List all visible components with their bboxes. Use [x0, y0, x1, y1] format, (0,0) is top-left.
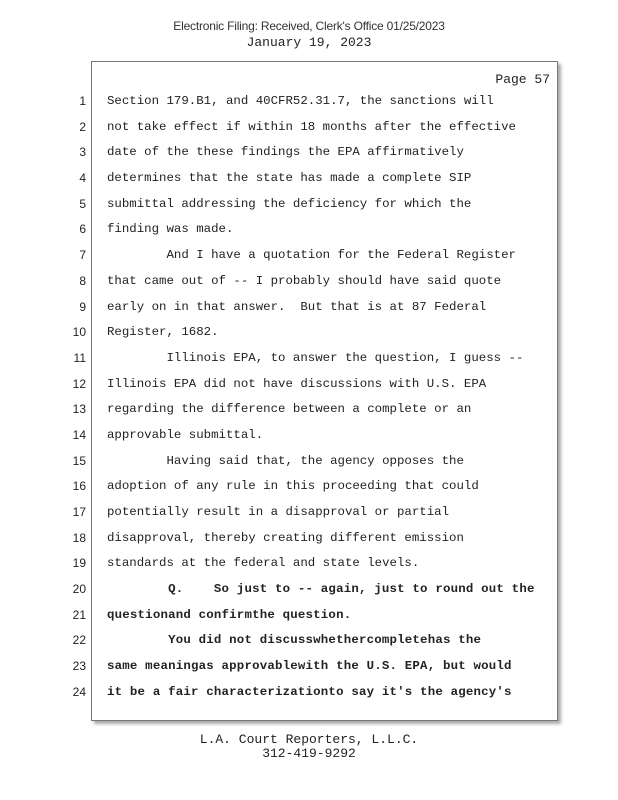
transcript-line: Having said that, the agency opposes the [107, 453, 464, 468]
line-number: 13 [72, 402, 86, 417]
reporter-company: L.A. Court Reporters, L.L.C. [199, 732, 419, 747]
transcript-line: date of the these findings the EPA affirmatively [107, 145, 464, 160]
transcript-date: January 19, 2023 [246, 35, 372, 50]
line-number: 3 [79, 145, 86, 160]
transcript-line: Q. So just to -- again, just to round out the [107, 582, 535, 597]
transcript-line: Illinois EPA, to answer the question, I guess -- [107, 350, 524, 365]
transcript-line: that came out of -- I probably should have said quote [107, 273, 502, 288]
line-numbers [60, 89, 86, 706]
reporter-phone: 312-419-9292 [262, 746, 356, 761]
transcript-line: finding was made. [107, 222, 234, 237]
line-number: 9 [79, 299, 86, 314]
transcript-lines [107, 89, 552, 706]
transcript-line: questionand confirmthe question. [107, 607, 352, 622]
transcript-line: standards at the federal and state levels. [107, 556, 420, 571]
transcript-line: Illinois EPA did not have discussions with U.S. EPA [107, 376, 487, 391]
transcript-line: disapproval, thereby creating different emission [107, 530, 464, 545]
line-number: 22 [72, 633, 86, 648]
line-number: 16 [72, 479, 86, 494]
transcript-line: potentially result in a disapproval or partial [107, 505, 450, 519]
line-number: 21 [72, 607, 86, 622]
line-number: 7 [79, 248, 86, 263]
transcript-line: early on in that answer. But that is at 87 Federal [107, 299, 487, 314]
line-number: 4 [79, 171, 86, 186]
line-number: 12 [72, 376, 86, 391]
transcript-line: And I have a quotation for the Federal Register [107, 248, 516, 263]
filing-stamp: Electronic Filing: Received, Clerk's Office 01/25/2023 [173, 19, 445, 33]
transcript-line: Section 179.B1, and 40CFR52.31.7, the sanctions will [107, 94, 494, 108]
transcript-line: same meaningas approvablewith the U.S. EPA, but would [107, 659, 512, 674]
transcript-line: not take effect if within 18 months after the effective [107, 119, 516, 134]
transcript-line: You did not discusswhethercompletehas the [107, 633, 482, 648]
page-number: Page 57 [495, 72, 550, 87]
transcript-line: approvable submittal. [107, 427, 264, 442]
line-number: 10 [72, 325, 86, 340]
transcript-line: submittal addressing the deficiency for which the [107, 196, 472, 211]
line-number: 18 [72, 530, 86, 545]
line-number: 1 [79, 94, 86, 108]
line-number: 19 [72, 556, 86, 571]
line-number: 2 [79, 119, 86, 134]
line-number: 11 [73, 350, 86, 365]
line-number: 17 [72, 505, 86, 519]
page-footer [0, 733, 618, 761]
line-number: 6 [79, 222, 86, 237]
transcript-line: it be a fair characterizationto say it's the agency's [107, 684, 512, 699]
transcript-line: adoption of any rule in this proceeding that could [107, 479, 479, 494]
transcript-line: regarding the difference between a complete or an [107, 402, 472, 417]
line-number: 14 [72, 427, 86, 442]
line-number: 20 [72, 582, 86, 597]
transcript-line: determines that the state has made a complete SIP [107, 171, 472, 186]
transcript-line: Register, 1682. [107, 325, 219, 340]
line-number: 5 [79, 196, 86, 211]
line-number: 15 [72, 453, 86, 468]
line-number: 24 [72, 684, 86, 699]
line-number: 23 [72, 659, 86, 674]
line-number: 8 [79, 273, 86, 288]
